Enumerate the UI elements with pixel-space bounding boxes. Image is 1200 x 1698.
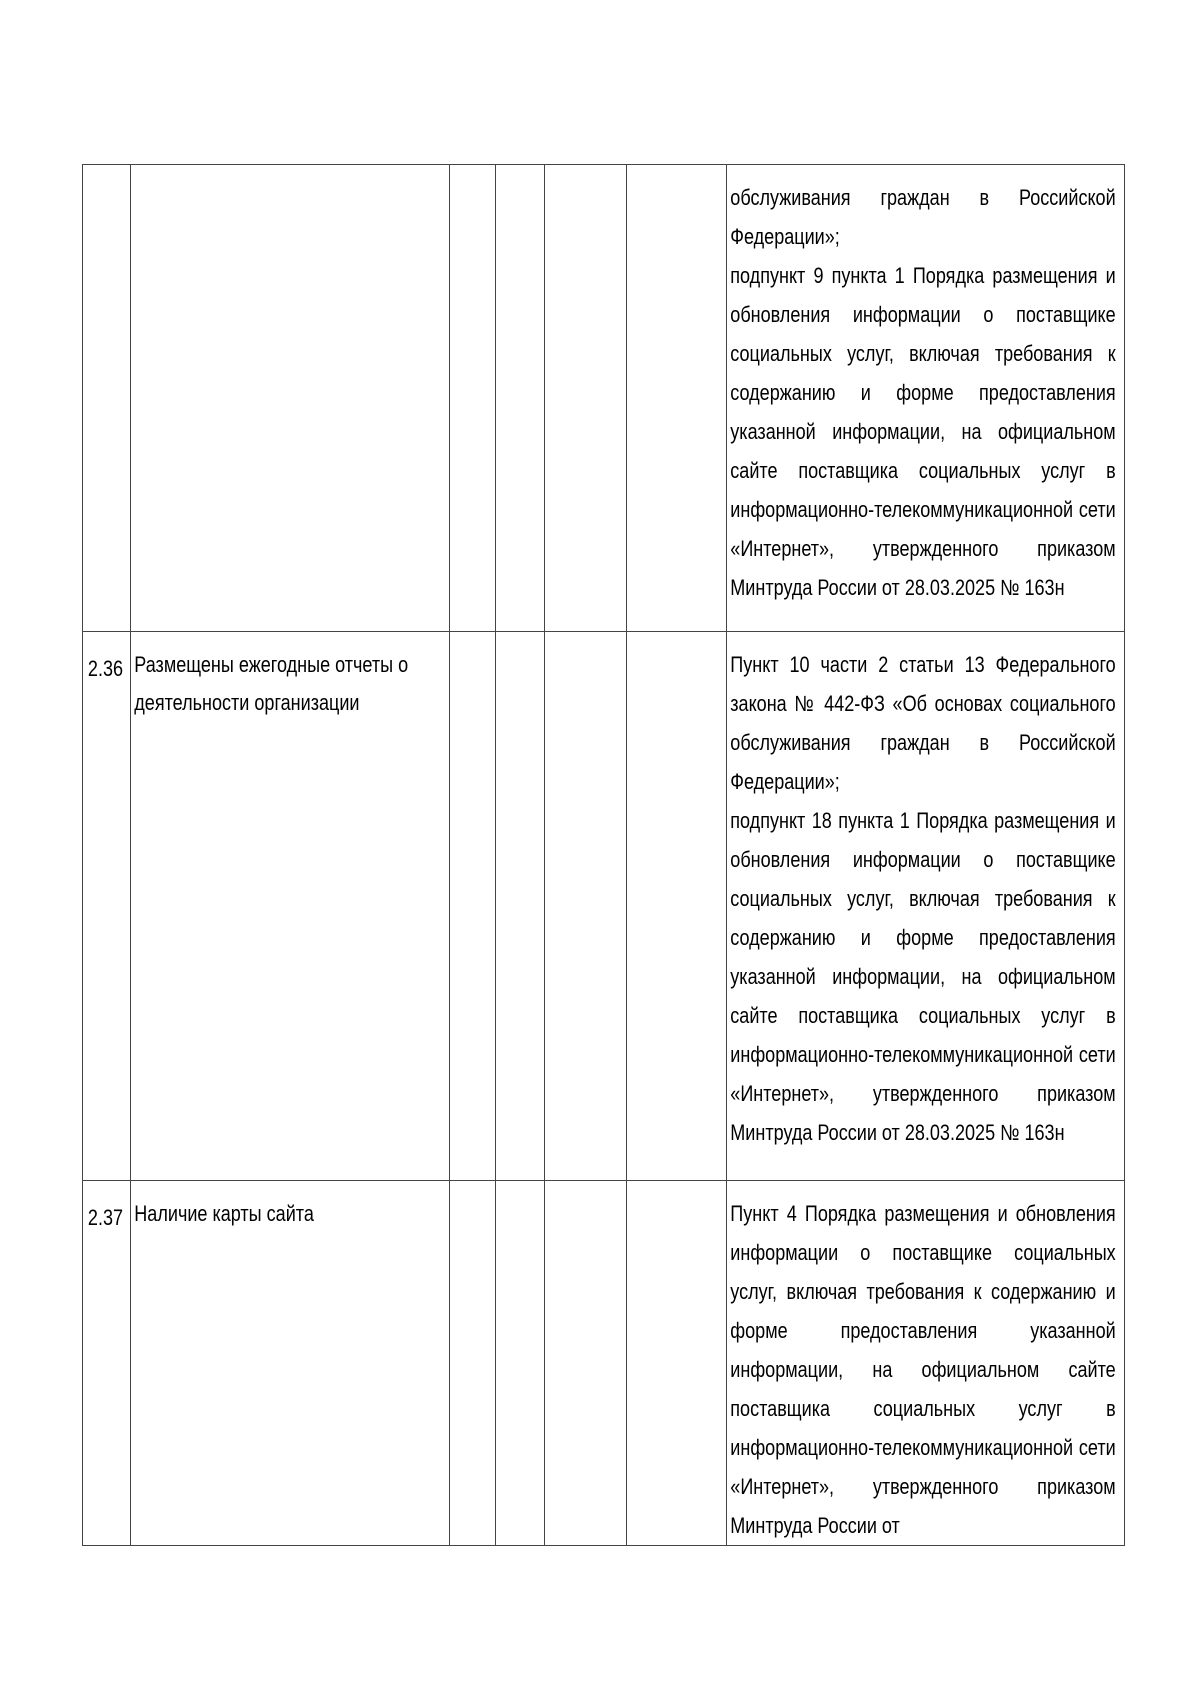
item-number-cell [83, 165, 131, 632]
requirements-table [82, 164, 1125, 1546]
empty-cell [496, 1181, 545, 1546]
item-name-cell [131, 632, 450, 1181]
item-number: 2.36 [87, 656, 124, 681]
empty-cell [627, 1181, 727, 1546]
item-number [83, 165, 122, 186]
empty-cell [545, 632, 627, 1181]
empty-cell [545, 165, 627, 632]
item-name-cell [131, 165, 450, 632]
table-row [83, 632, 1125, 1181]
item-name [131, 165, 429, 179]
empty-cell [450, 165, 496, 632]
item-number-cell [83, 1181, 131, 1546]
table-row [83, 1181, 1125, 1546]
empty-cell [450, 1181, 496, 1546]
legal-basis-paragraph: подпункт 18 пункта 1 Порядка размещения и обновления информации о поставщике социальных услуг, включая требования к содержанию и форме предоставления указанной информации, на официальном сайте поставщика социальных услуг в информационно-телекоммуникационной сети «Интернет», утвержденного приказом Минтруда России от 28.03.2025 № 163н [730, 808, 1116, 1145]
empty-cell [545, 1181, 627, 1546]
empty-cell [450, 632, 496, 1181]
item-name: Наличие карты сайта [134, 1201, 314, 1226]
legal-basis-cell [727, 1181, 1125, 1546]
item-number-cell [83, 632, 131, 1181]
item-number: 2.37 [87, 1205, 124, 1230]
legal-basis-paragraph: подпункт 9 пункта 1 Порядка размещения и обновления информации о поставщике социальных услуг, включая требования к содержанию и форме предоставления указанной информации, на официальном сайте поставщика социальных услуг в информационно-телекоммуникационной сети «Интернет», утвержденного приказом Минтруда России от 28.03.2025 № 163н [730, 263, 1116, 600]
legal-basis-paragraph: обслуживания граждан в Российской Федерации»; [730, 185, 1116, 249]
empty-cell [496, 165, 545, 632]
legal-basis-cell [727, 632, 1125, 1181]
item-name: Размещены ежегодные отчеты о деятельности организации [134, 652, 409, 715]
empty-cell [627, 165, 727, 632]
item-name-cell [131, 1181, 450, 1546]
table-row [83, 165, 1125, 632]
empty-cell [627, 632, 727, 1181]
empty-cell [496, 632, 545, 1181]
legal-basis-cell [727, 165, 1125, 632]
legal-basis-paragraph: Пункт 10 части 2 статьи 13 Федерального закона № 442-ФЗ «Об основах социального обслуживания граждан в Российской Федерации»; [730, 652, 1116, 794]
legal-basis-paragraph: Пункт 4 Порядка размещения и обновления информации о поставщике социальных услуг, включая требования к содержанию и форме предоставления указанной информации, на официальном сайте поставщика социальных услуг в информационно-телекоммуникационной сети «Интернет», утвержденного приказом Минтруда России от [730, 1201, 1116, 1538]
